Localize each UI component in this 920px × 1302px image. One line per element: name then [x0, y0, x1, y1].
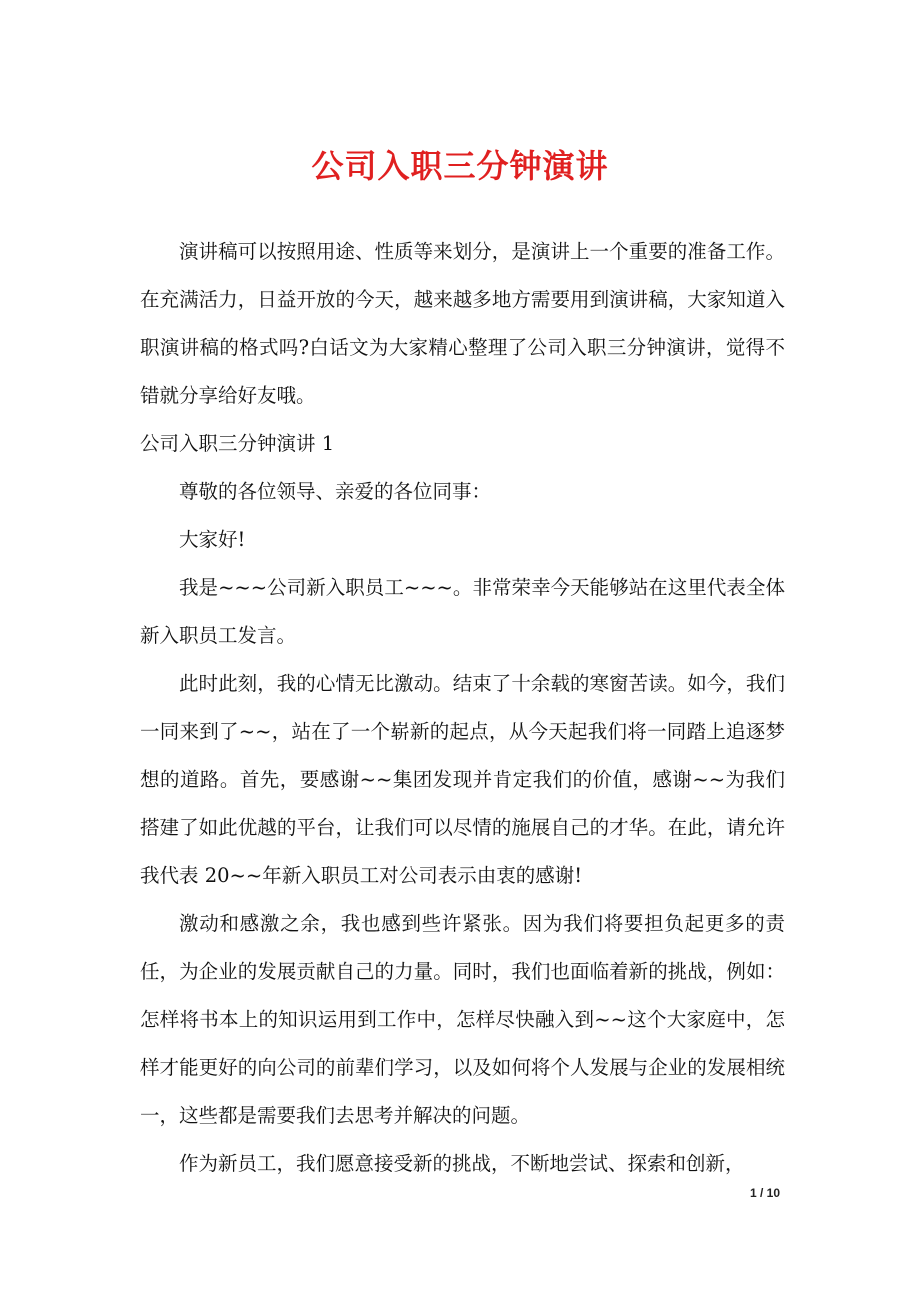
- body-paragraph: 我是~~~公司新入职员工~~~。非常荣幸今天能够站在这里代表全体新入职员工发言。: [140, 576, 785, 647]
- body-paragraph: 作为新员工，我们愿意接受新的挑战，不断地尝试、探索和创新，: [179, 1152, 745, 1175]
- document-body: [140, 228, 785, 1188]
- intro-paragraph: 演讲稿可以按照用途、性质等来划分，是演讲上一个重要的准备工作。在充满活力，日益开放的今天，越来越多地方需要用到演讲稿，大家知道入职演讲稿的格式吗?白话文为大家精心整理了公司入职三分钟演讲，觉得不错就分享给好友哦。: [140, 240, 785, 407]
- document-title: 公司入职三分钟演讲: [311, 147, 609, 185]
- body-paragraph: 此时此刻，我的心情无比激动。结束了十余载的寒窗苦读。如今，我们一同来到了~~，站在了一个崭新的起点，从今天起我们将一同踏上追逐梦想的道路。首先，要感谢~~集团发现并肯定我们的价值，感谢~~为我们搭建了如此优越的平台，让我们可以尽情的施展自己的才华。在此，请允许我代表 20~~年新入职员工对公司表示由衷的感谢!: [140, 672, 785, 887]
- salutation: 尊敬的各位领导、亲爱的各位同事：: [179, 480, 492, 503]
- greeting: 大家好!: [179, 528, 246, 551]
- page-number: 1 / 10: [749, 1186, 780, 1200]
- body-paragraph: 激动和感激之余，我也感到些许紧张。因为我们将要担负起更多的责任，为企业的发展贡献自己的力量。同时，我们也面临着新的挑战，例如：怎样将书本上的知识运用到工作中，怎样尽快融入到~~这个大家庭中，怎样才能更好的向公司的前辈们学习，以及如何将个人发展与企业的发展相统一，这些都是需要我们去思考并解决的问题。: [140, 912, 785, 1127]
- section-heading: 公司入职三分钟演讲 1: [140, 432, 335, 455]
